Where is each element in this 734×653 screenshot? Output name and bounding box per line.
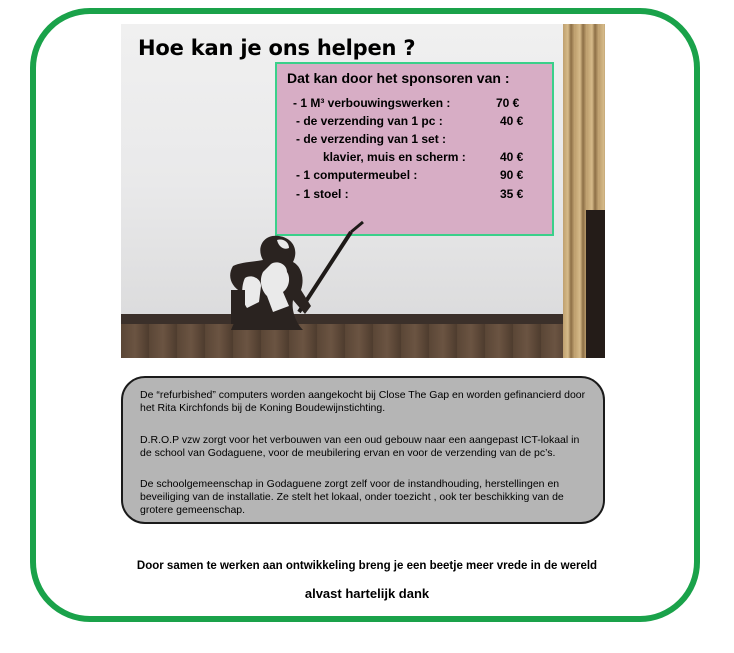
sponsor-item-label: klavier, muis en scherm : xyxy=(323,150,466,164)
sponsor-item-label: - de verzending van 1 pc : xyxy=(296,114,443,128)
sponsor-box-title: Dat kan door het sponsoren van : xyxy=(287,70,510,86)
sponsor-item-amount: 70 € xyxy=(496,96,520,110)
sponsor-box xyxy=(275,62,554,236)
page-title: Hoe kan je ons helpen ? xyxy=(138,36,416,60)
thank-you-line: alvast hartelijk dank xyxy=(304,586,430,601)
sponsor-item-amount: 35 € xyxy=(500,187,524,201)
info-paragraph: De “refurbished” computers worden aangekocht bij Close The Gap en worden gefinancierd door het Rita Kirchfonds bij de Koning Boudewijnstichting. xyxy=(140,389,586,414)
sponsor-item-amount: 90 € xyxy=(500,168,524,182)
sponsor-item-label: - 1 stoel : xyxy=(296,187,349,201)
info-box xyxy=(121,376,605,524)
info-paragraph: D.R.O.P vzw zorgt voor het verbouwen van een oud gebouw naar een aangepast ICT-lokaal in de school van Godaguene, voor de meubilering ervan en voor de verzending van de pc’s. xyxy=(140,434,580,459)
dark-doorway xyxy=(586,210,605,358)
closing-statement: Door samen te werken aan ontwikkeling breng je een beetje meer vrede in de wereld xyxy=(136,560,598,572)
sponsor-item-label: - 1 M³ verbouwingswerken : xyxy=(293,96,451,110)
painter-stencil-graffiti xyxy=(201,220,371,330)
sponsor-item-label: - 1 computermeubel : xyxy=(296,168,418,182)
sponsor-item-amount: 40 € xyxy=(500,114,524,128)
board-photo xyxy=(121,24,605,358)
sponsor-item-label: - de verzending van 1 set : xyxy=(296,132,447,146)
info-paragraph: De schoolgemeenschap in Godaguene zorgt zelf voor de instandhouding, herstellingen en beveiliging van de installatie. Ze stelt het lokaal, onder toezicht , ook ter beschikking van de grotere gemeenschap. xyxy=(140,478,564,516)
sponsor-item-amount: 40 € xyxy=(500,150,524,164)
